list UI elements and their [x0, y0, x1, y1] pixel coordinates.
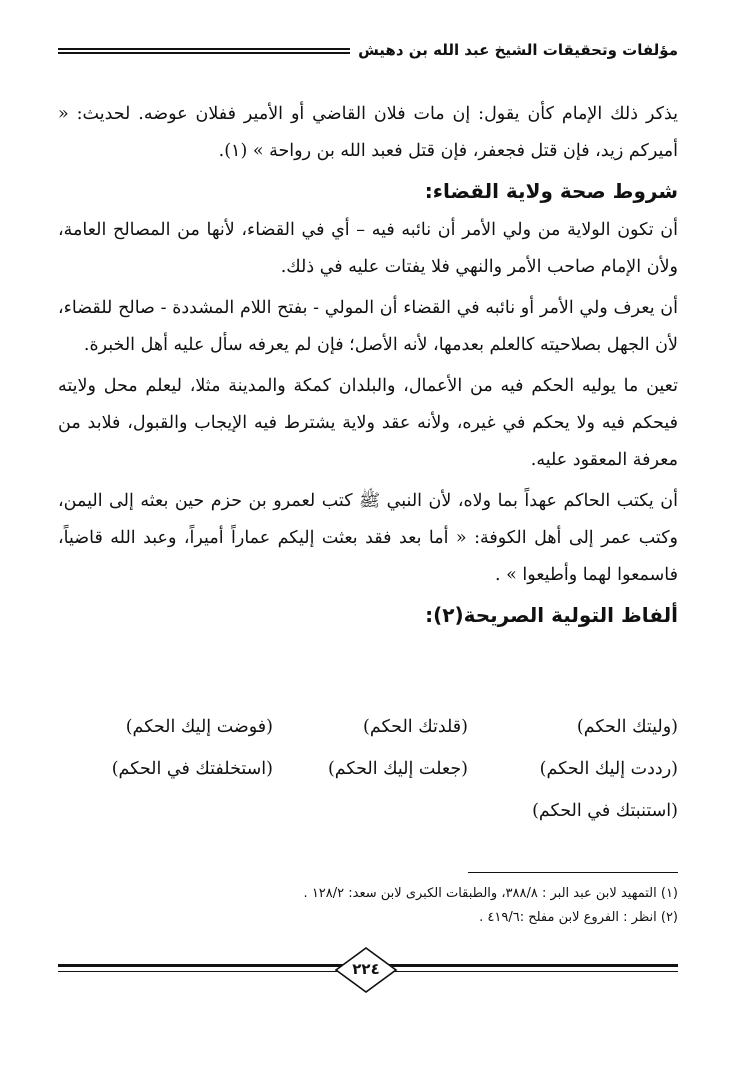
- paragraph-2: أن تكون الولاية من ولي الأمر أن نائبه فيه – أي في القضاء، لأنها من المصالح العامة، ولأن الإمام صاحب الأمر والنهي فلا يفتات عليه في ذلك.: [58, 220, 678, 277]
- terms-row-2: [58, 748, 678, 790]
- footnote-separator: [468, 872, 678, 873]
- term-item: (وليتك الحكم): [576, 717, 678, 737]
- appointment-terms: [58, 706, 678, 832]
- page-number: ٢٢٤: [352, 960, 380, 978]
- paragraph-1: يذكر ذلك الإمام كأن يقول: إن مات فلان القاضي أو الأمير ففلان عوضه. لحديث: « أميركم زيد، فإن قتل فجعفر، فإن قتل فعبد الله بن رواحة » (١).: [58, 104, 678, 161]
- terms-row-1: [58, 706, 678, 748]
- header-title: مؤلفات وتحقيقات الشيخ عبد الله بن دهيش: [350, 40, 678, 60]
- section-heading-conditions: شروط صحة ولاية القضاء:: [424, 179, 678, 203]
- term-item: (استنبتك في الحكم): [532, 801, 678, 821]
- footnotes: [58, 882, 678, 930]
- term-item: (استخلفتك في الحكم): [111, 759, 273, 779]
- main-text: [58, 96, 678, 636]
- terms-row-3: [58, 790, 678, 832]
- page-number-badge: [334, 946, 398, 994]
- paragraph-5: أن يكتب الحاكم عهداً بما ولاه، لأن النبي ﷺ كتب لعمرو بن حزم حين بعثه إلى اليمن، وكتب عمر إلى أهل الكوفة: « أما بعد فقد بعثت إليكم عماراً أميراً، وعبد الله قاضياً، فاسمعوا لهما وأطيعوا » .: [58, 491, 678, 585]
- section-heading-terms: ألفاظ التولية الصريحة(٢):: [425, 603, 678, 627]
- paragraph-4: تعين ما يوليه الحكم فيه من الأعمال، والبلدان كمكة والمدينة مثلا، ليعلم محل ولايته فيحكم فيه ولا يحكم في غيره، ولأنه عقد ولاية يشترط فيه الإيجاب والقبول، فلابد من معرفة المعقود عليه.: [58, 376, 678, 470]
- term-item: (جعلت إليك الحكم): [327, 759, 468, 779]
- footnote-1: (١) التمهيد لابن عبد البر : ٣٨٨/٨، والطبقات الكبرى لابن سعد: ١٢٨/٢ .: [303, 886, 678, 901]
- running-header: [58, 38, 678, 64]
- term-item: (فوضت إليك الحكم): [125, 717, 273, 737]
- footnote-2: (٢) انظر : الفروع لابن مفلح :٤١٩/٦ .: [479, 910, 678, 925]
- term-item: (قلدتك الحكم): [363, 717, 468, 737]
- paragraph-3: أن يعرف ولي الأمر أو نائبه في القضاء أن المولي - بفتح اللام المشددة - صالح للقضاء، لأن الجهل بصلاحيته كالعلم بعدمها، لأنه الأصل؛ فإن لم يعرفه سأل عليه أهل الخبرة.: [58, 298, 678, 355]
- term-item: (رددت إليك الحكم): [539, 759, 678, 779]
